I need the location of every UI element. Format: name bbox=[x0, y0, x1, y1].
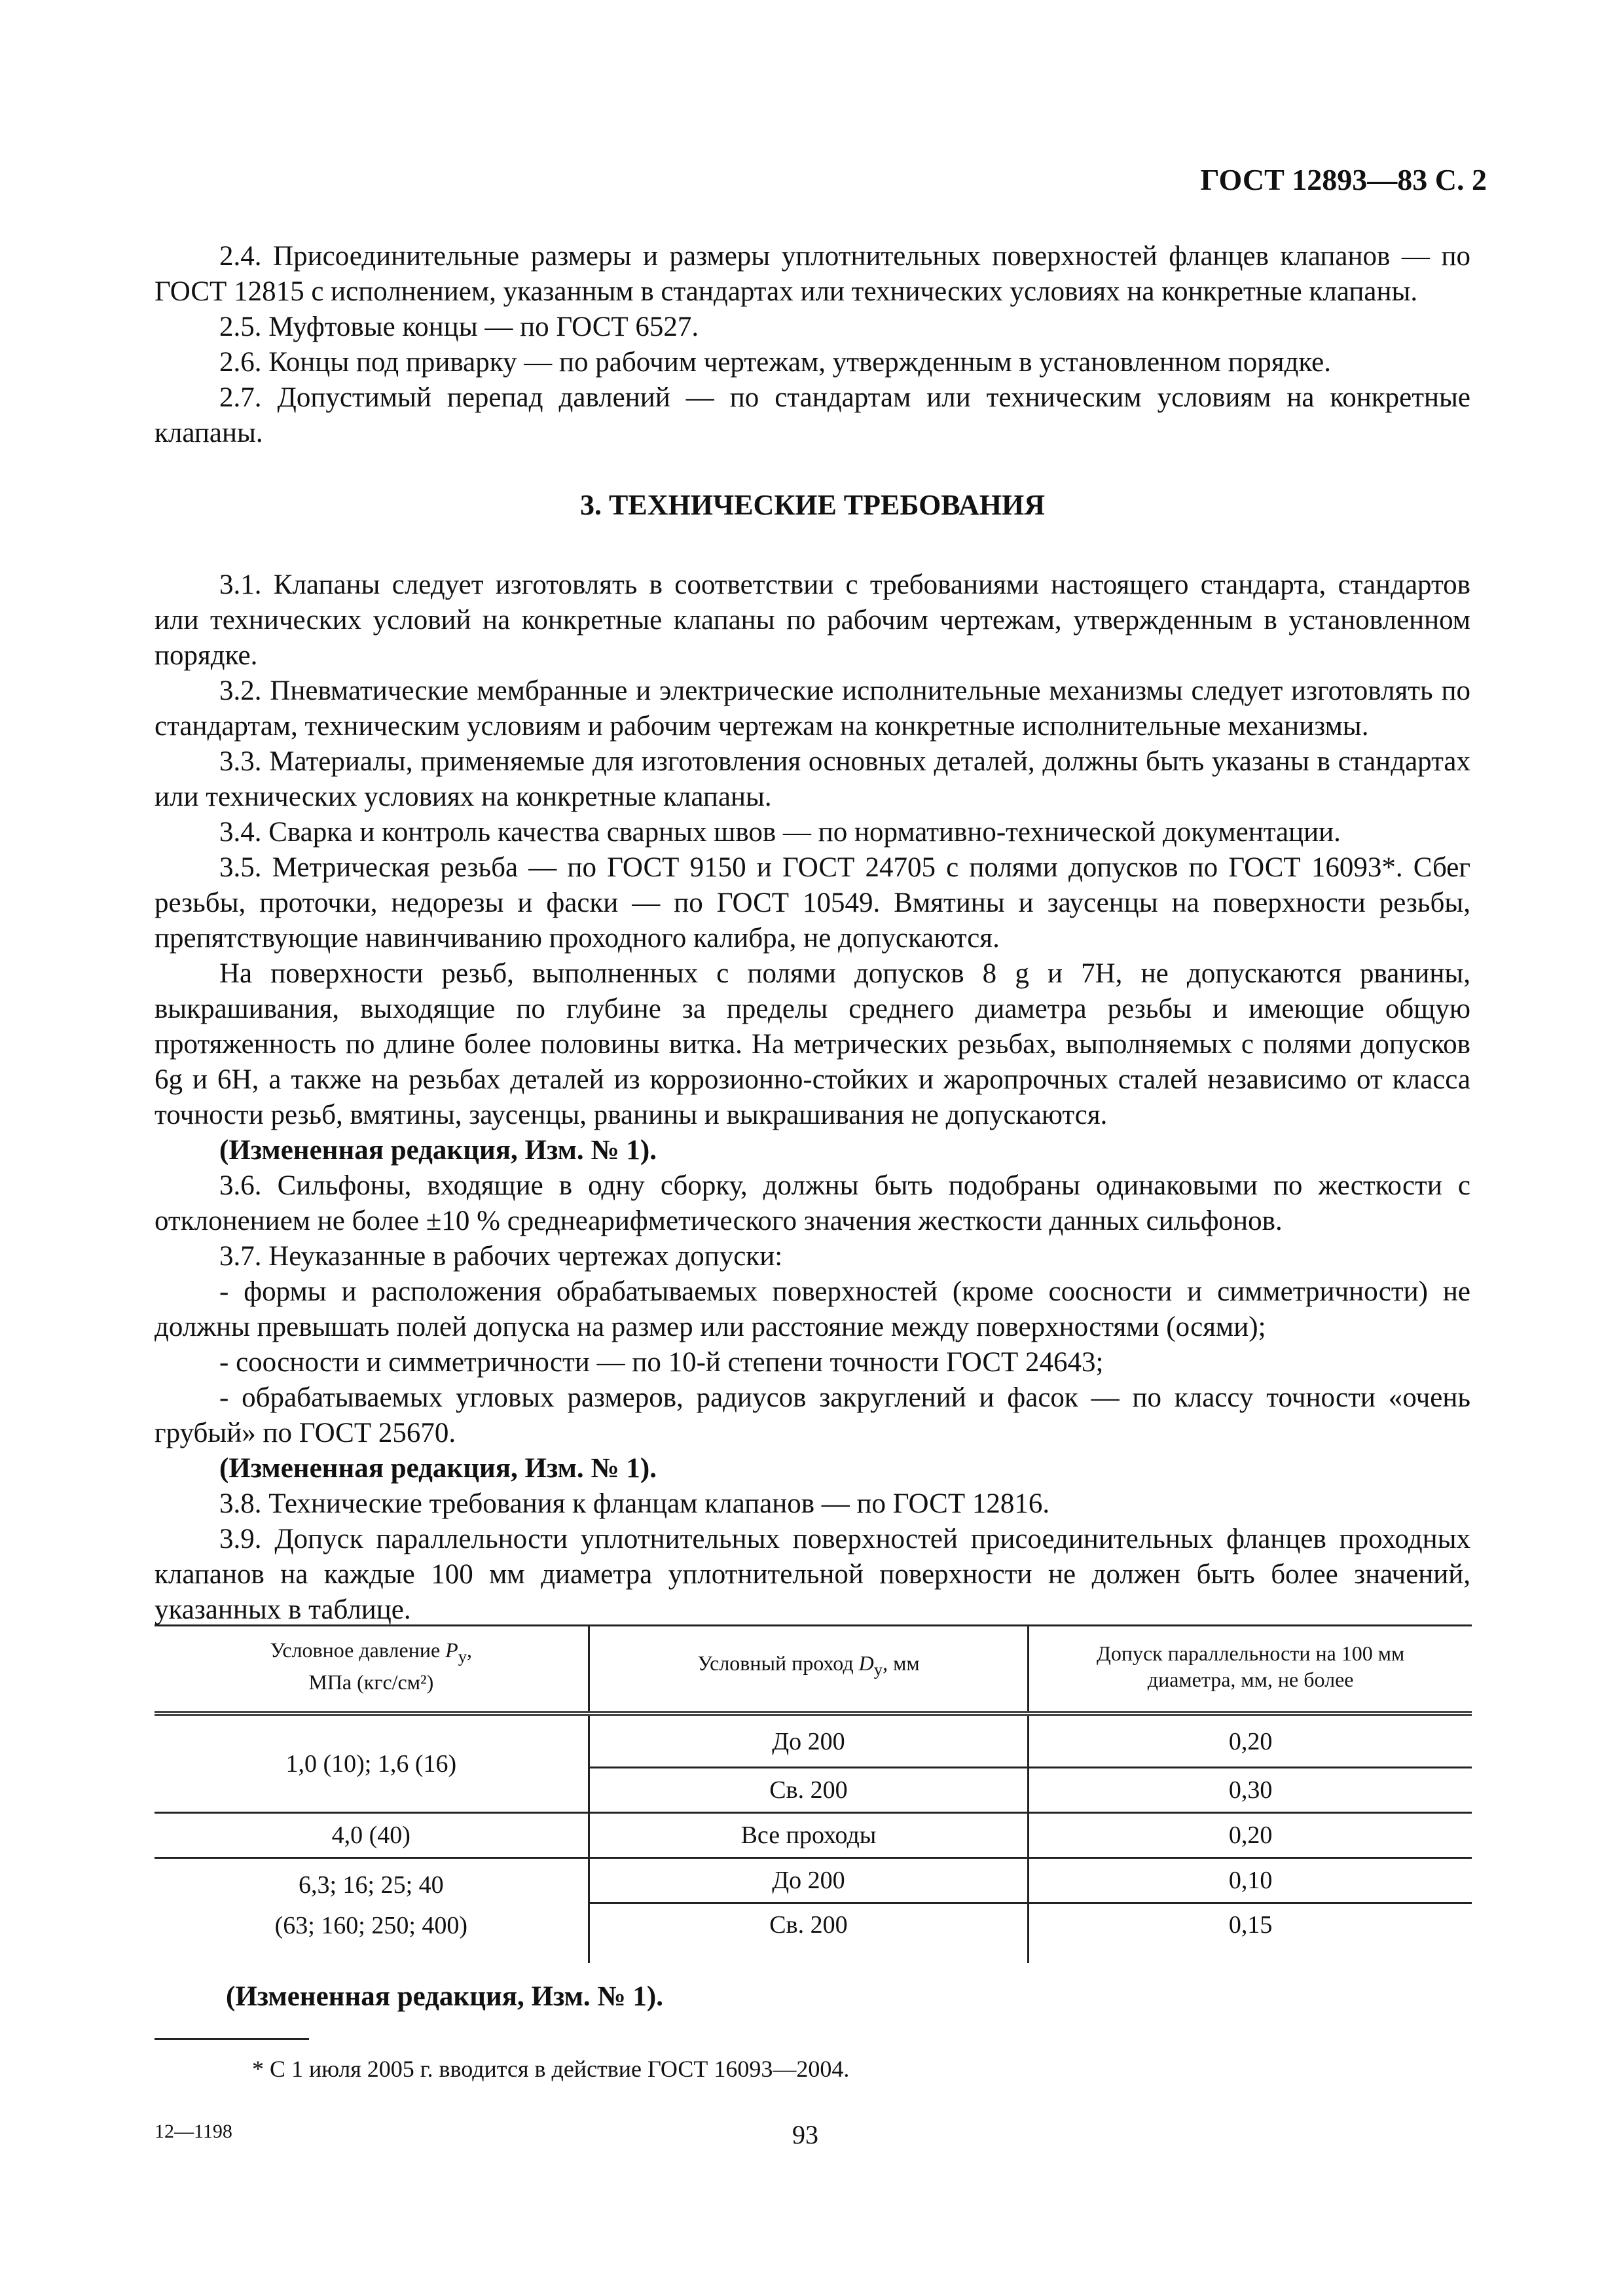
page-header: ГОСТ 12893—83 С. 2 bbox=[1200, 163, 1487, 196]
page-number: 93 bbox=[792, 2120, 818, 2149]
footnote-divider bbox=[155, 2038, 309, 2040]
column-header-passage: Условный проход $D_у$, мм bbox=[589, 1626, 1029, 1714]
table-cell: 0,15 bbox=[1029, 1903, 1472, 1964]
table-cell: 1,0 (10); 1,6 (16) bbox=[285, 1750, 457, 1778]
paragraph-3-6: 3.6. Сильфоны, входящие в одну сборку, должны быть подобраны одинаковыми по жесткости с отклонением не более ±10 % среднеарифметического значения жесткости данных сильфонов. bbox=[155, 1170, 1470, 1236]
paragraph-2-5: 2.5. Муфтовые концы — по ГОСТ 6527. bbox=[219, 312, 699, 342]
paragraph-3-5-cont: На поверхности резьб, выполненных с полями допусков 8 g и 7H, не допускаются рванины, выкрашивания, выходящие по глубине за пределы среднего диаметра резьбы и имеющие общую протяженность по длине более половины витка. На метрических резьбах, выполняемых с полями допусков 6g и 6H, а также на резьбах деталей из коррозионно-стойких и жаропрочных сталей независимо от класса точности резьб, вмятины, заусенцы, рванины и выкрашивания не допускаются. bbox=[155, 958, 1470, 1130]
paragraph-3-8: 3.8. Технические требования к фланцам клапанов — по ГОСТ 12816. bbox=[219, 1488, 1050, 1519]
amendment-note: (Измененная редакция, Изм. № 1). bbox=[219, 1135, 657, 1166]
table-cell: 0,30 bbox=[1029, 1767, 1472, 1812]
paragraph-3-7: 3.7. Неуказанные в рабочих чертежах допуски: bbox=[219, 1241, 783, 1272]
table-cell: Св. 200 bbox=[589, 1903, 1029, 1964]
table-cell: До 200 bbox=[589, 1713, 1029, 1767]
paragraph-3-3: 3.3. Материалы, применяемые для изготовления основных деталей, должны быть указаны в стандартах или технических условиях на конкретные клапаны. bbox=[155, 746, 1470, 812]
paragraph-2-7: 2.7. Допустимый перепад давлений — по стандартам или техническим условиям на конкретные клапаны. bbox=[155, 382, 1470, 448]
table-cell: 0,20 bbox=[1029, 1813, 1472, 1858]
column-header-tolerance: Допуск параллельности на 100 мм диаметра, мм, не более bbox=[1029, 1626, 1472, 1714]
paragraph-3-2: 3.2. Пневматические мембранные и электрические исполнительные механизмы следует изготовлять по стандартам, техническим условиям и рабочим чертежам на конкретные исполнительные механизмы. bbox=[155, 675, 1470, 742]
list-item: - формы и расположения обрабатываемых поверхностей (кроме соосности и симметричности) не должны превышать полей допуска на размер или расстояние между поверхностями (осями); bbox=[155, 1276, 1470, 1342]
footnote: * С 1 июля 2005 г. вводится в действие ГОСТ 16093—2004. bbox=[252, 2056, 850, 2082]
table-cell: 0,20 bbox=[1029, 1713, 1472, 1767]
list-item: - обрабатываемых угловых размеров, радиусов закруглений и фасок — по классу точности «очень грубый» по ГОСТ 25670. bbox=[155, 1382, 1470, 1448]
table-cell: 0,10 bbox=[1029, 1858, 1472, 1903]
amendment-note: (Измененная редакция, Изм. № 1). bbox=[219, 1453, 657, 1484]
body-text bbox=[155, 239, 1470, 1628]
table-cell: До 200 bbox=[589, 1858, 1029, 1903]
table-row bbox=[155, 1713, 1472, 1767]
paragraph-3-5: 3.5. Метрическая резьба — по ГОСТ 9150 и ГОСТ 24705 с полями допусков по ГОСТ 16093*. Сбег резьбы, проточки, недорезы и фаски — по ГОСТ 10549. Вмятины и заусенцы на поверхности резьбы, препятствующие навинчиванию проходного калибра, не допускаются. bbox=[155, 852, 1470, 954]
table-cell: Св. 200 bbox=[589, 1767, 1029, 1812]
table-cell: Все проходы bbox=[589, 1813, 1029, 1858]
column-header-pressure: Условное давление $P_у$, МПа (кгс/см²) bbox=[270, 1638, 473, 1695]
print-code: 12—1198 bbox=[155, 2121, 232, 2142]
paragraph-3-4: 3.4. Сварка и контроль качества сварных швов — по нормативно-технической документации. bbox=[219, 817, 1341, 848]
table-row bbox=[155, 1813, 1472, 1858]
paragraph-3-1: 3.1. Клапаны следует изготовлять в соответствии с требованиями настоящего стандарта, стандартов или технических условий на конкретные клапаны по рабочим чертежам, утвержденным в установленном порядке. bbox=[155, 569, 1470, 671]
list-item: - соосности и симметричности — по 10-й степени точности ГОСТ 24643; bbox=[219, 1347, 1104, 1378]
table-cell: 4,0 (40) bbox=[331, 1821, 410, 1850]
section-title: 3. ТЕХНИЧЕСКИЕ ТРЕБОВАНИЯ bbox=[580, 489, 1045, 521]
amendment-note-after-table: (Измененная редакция, Изм. № 1). bbox=[226, 1981, 663, 2012]
tolerance-table bbox=[155, 1624, 1472, 1963]
paragraph-2-4: 2.4. Присоединительные размеры и размеры уплотнительных поверхностей фланцев клапанов — по ГОСТ 12815 с исполнением, указанным в стандартах или технических условиях на конкретные клапаны. bbox=[155, 241, 1470, 307]
paragraph-2-6: 2.6. Концы под приварку — по рабочим чертежам, утвержденным в установленном порядке. bbox=[219, 347, 1332, 378]
paragraph-3-9: 3.9. Допуск параллельности уплотнительных поверхностей присоединительных фланцев проходных клапанов на каждые 100 мм диаметра уплотнительной поверхности не должен быть более значений, указанных в таблице. bbox=[155, 1524, 1470, 1625]
table-row bbox=[155, 1858, 1472, 1903]
table-cell: 6,3; 16; 25; 40 (63; 160; 250; 400) bbox=[274, 1871, 468, 1939]
